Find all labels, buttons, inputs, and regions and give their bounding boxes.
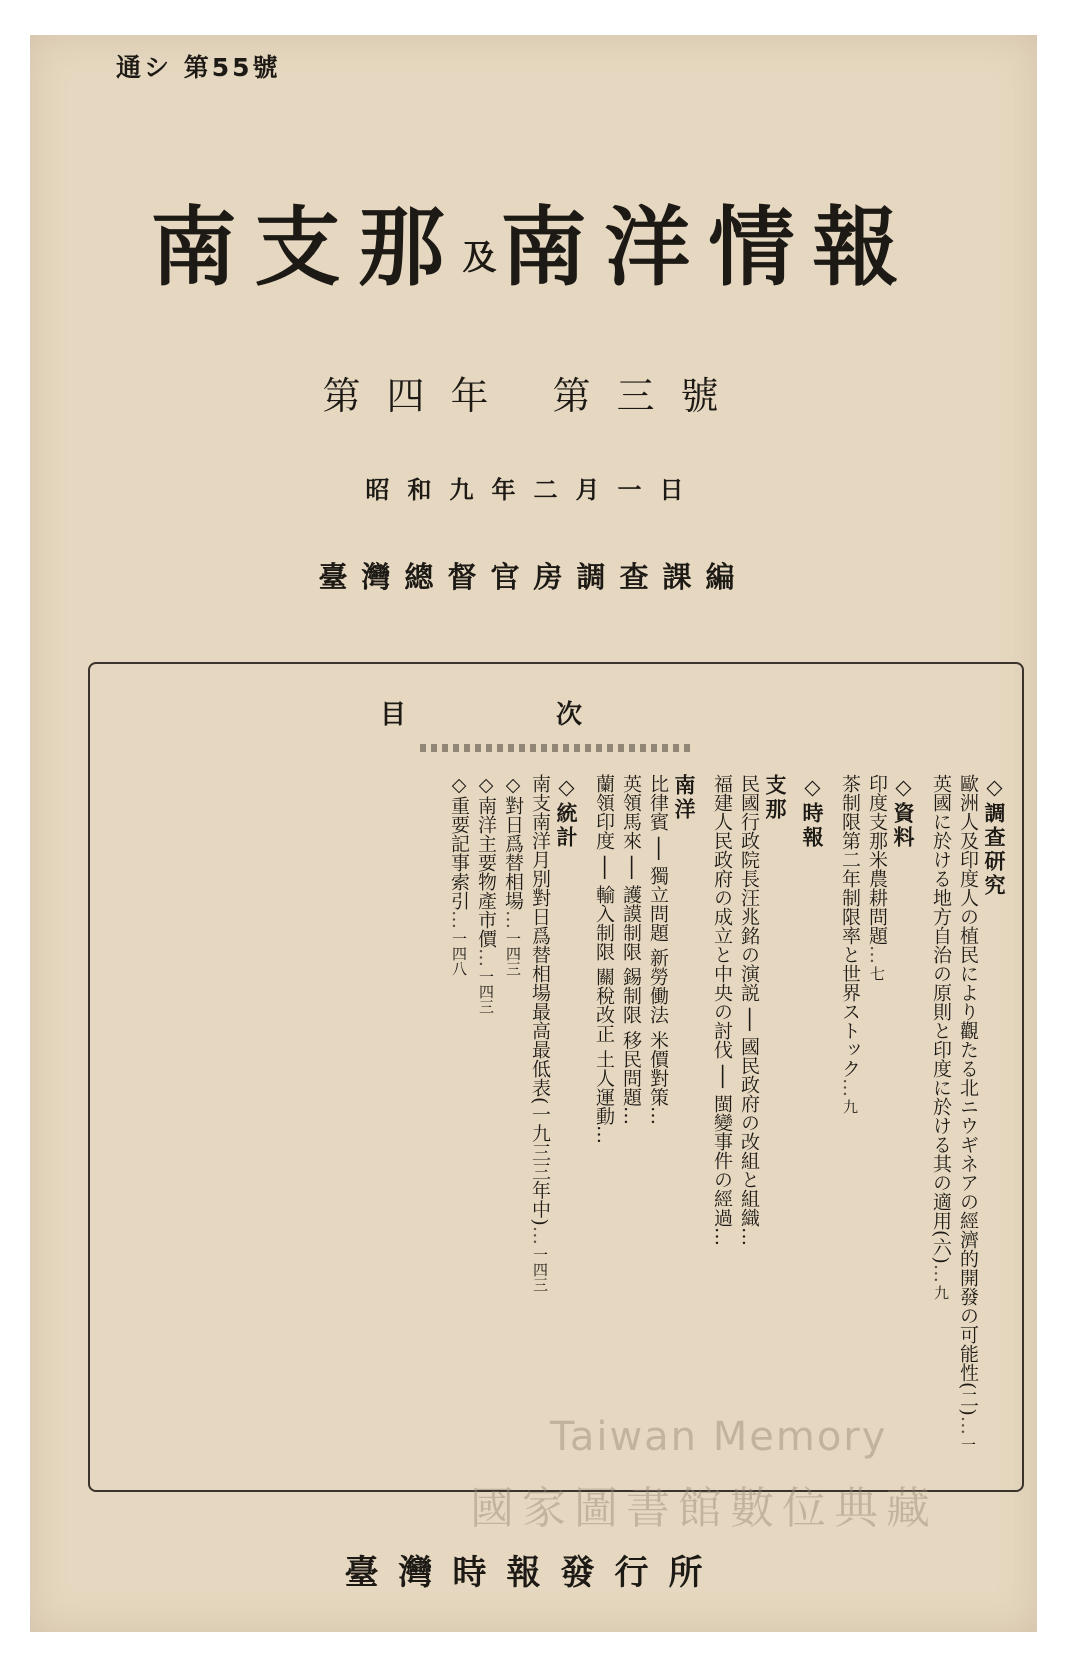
entry-page: 九 [841, 1099, 859, 1114]
toc-entry[interactable] [735, 774, 762, 1476]
section-title[interactable]: 南洋 [672, 774, 697, 822]
leader-dots: … [475, 948, 497, 969]
editor-line: 臺灣總督官房調查課編 [318, 560, 749, 594]
leader-dots: … [957, 1415, 979, 1437]
entry-text: 英領馬來 ── 護謨制限 錫制限 移民問題… [620, 774, 642, 1126]
entry-page: 一四三 [504, 931, 522, 976]
section-title[interactable]: ◇統計 [554, 774, 579, 850]
entry-text: 南支南洋月別對日爲替相場最高最低表(一九三三年中) [529, 774, 551, 1226]
publication-date: 昭和九年二月一日 [365, 475, 702, 504]
toc-entry[interactable] [708, 774, 735, 1476]
entry-text: 民國行政院長汪兆銘の演説 ── 國民政府の改組と組織… [738, 774, 760, 1246]
section-title[interactable]: ◇時報 [800, 774, 825, 850]
main-title [0, 178, 1067, 302]
toc-section [445, 774, 580, 1476]
toc-section [927, 774, 1008, 1476]
toc-entry[interactable] [472, 774, 499, 1476]
publisher-line: 臺灣時報發行所 [344, 1553, 723, 1593]
entry-text: ◇重要記事索引 [448, 774, 470, 910]
toc-entry[interactable] [863, 774, 890, 1476]
entry-text: 英國に於ける地方自治の原則と印度に於ける其の適用(六) [930, 774, 952, 1264]
leader-dots: … [502, 910, 524, 931]
toc-entry[interactable] [590, 774, 617, 1476]
leader-dots: … [529, 1225, 551, 1247]
toc-section [708, 774, 789, 1476]
leader-dots: … [866, 945, 888, 966]
entry-text: 茶制限第二年制限率と世界ストック [839, 774, 861, 1078]
watermark-english: Taiwan Memory [550, 1414, 888, 1460]
toc-entry[interactable] [644, 774, 671, 1476]
entry-text: 福建人民政府の成立と中央の討伐 ── 閩變事件の經過… [711, 774, 733, 1246]
main-title-connector: 及 [462, 238, 501, 278]
toc-entry[interactable] [526, 774, 553, 1476]
watermark-chinese: 國家圖書館數位典藏 [470, 1483, 938, 1534]
toc-entry[interactable] [836, 774, 863, 1476]
toc-entry[interactable] [617, 774, 644, 1476]
entry-page: 九 [932, 1284, 950, 1300]
entry-text: ◇南洋主要物產市價 [475, 774, 497, 948]
toc-section [590, 774, 698, 1476]
entry-page: 一 [959, 1436, 977, 1452]
entry-page: 七 [868, 966, 886, 981]
leader-dots: … [839, 1078, 861, 1099]
toc-heading: 目次 [379, 700, 732, 730]
toc-entry[interactable] [445, 774, 472, 1476]
toc-body [104, 774, 1008, 1476]
toc-divider [420, 744, 690, 752]
section-title[interactable]: ◇資料 [891, 774, 916, 850]
entry-text: 歐洲人及印度人の植民により觀たる北ニウギネアの經濟的開發の可能性(二) [957, 774, 979, 1416]
section-title[interactable]: 支那 [763, 774, 788, 822]
issue-number: 第四年 第三號 [322, 374, 745, 418]
entry-text: 比律賓 ── 獨立問題 新勞働法 米價對策… [647, 774, 669, 1126]
entry-page: 一四八 [450, 931, 468, 976]
entry-text: 印度支那米農耕問題 [866, 774, 888, 945]
main-title-right: 南支那 [150, 197, 463, 298]
section-title[interactable]: ◇調查研究 [982, 774, 1007, 898]
entry-text: 蘭領印度 ── 輸入制限 關稅改正 土人運動… [593, 774, 615, 1145]
table-of-contents [88, 662, 1024, 1492]
toc-entry[interactable] [499, 774, 526, 1476]
entry-page: 一四三 [477, 969, 495, 1014]
entry-page: 一四三 [531, 1246, 549, 1292]
toc-section [836, 774, 917, 1476]
toc-entry[interactable] [927, 774, 954, 1476]
entry-text: ◇對日爲替相場 [502, 774, 524, 910]
toc-entry[interactable] [954, 774, 981, 1476]
leader-dots: … [448, 910, 470, 931]
main-title-left: 南洋情報 [500, 197, 917, 298]
serial-number: 通シ 第55號 [116, 53, 281, 82]
toc-section [799, 774, 826, 1476]
leader-dots: … [930, 1263, 952, 1285]
